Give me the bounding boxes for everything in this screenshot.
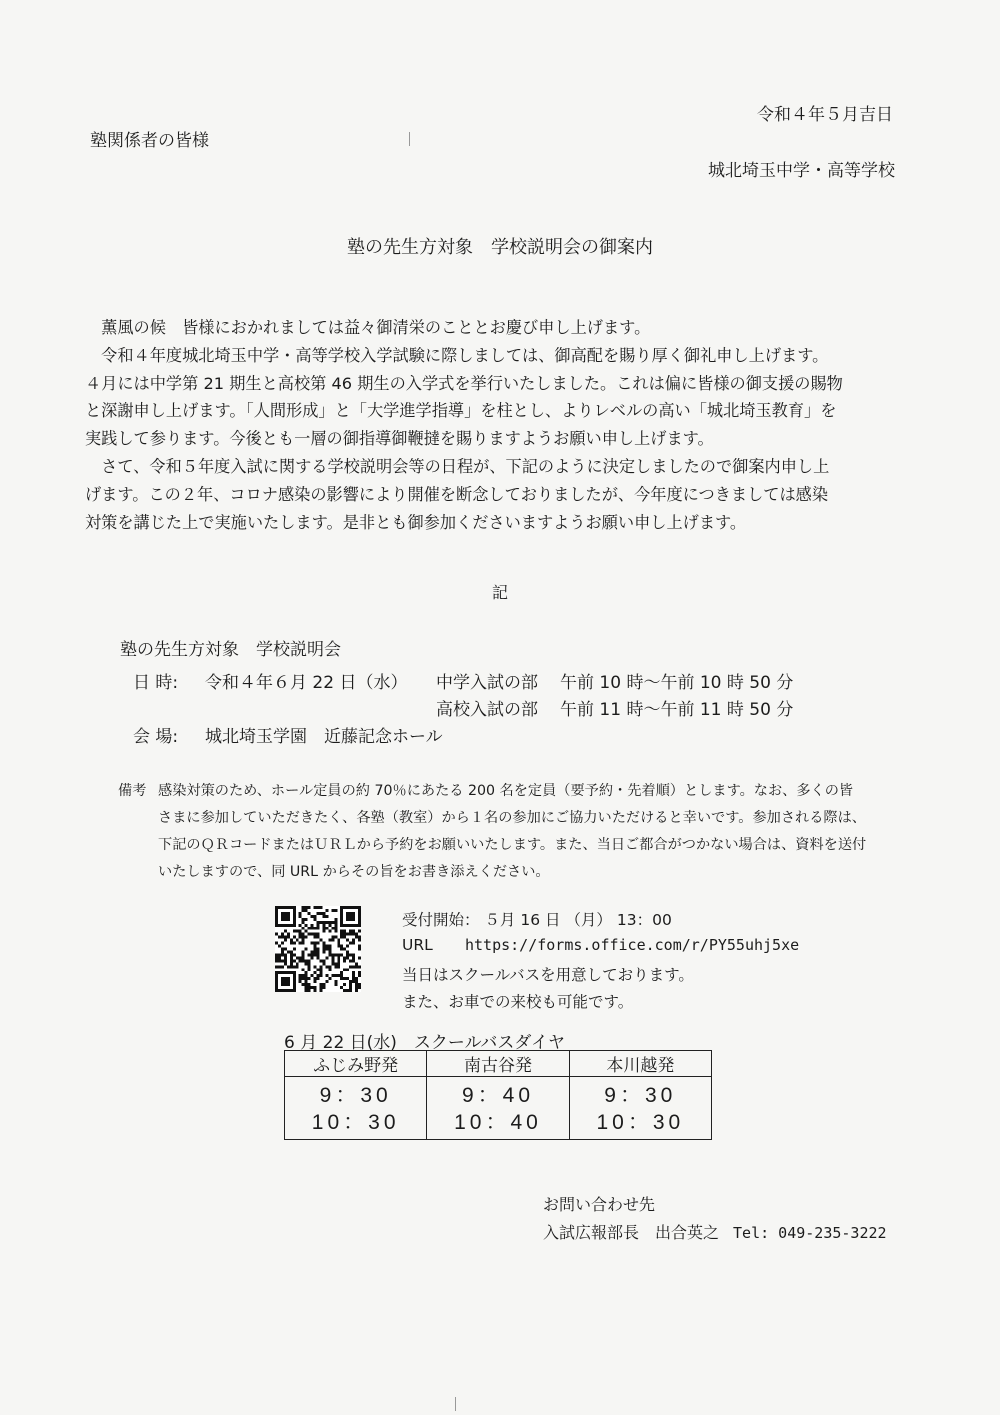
session-time: 午前 11 時～午前 11 時 50 分 xyxy=(560,700,794,720)
event-date: 令和４年６月 22 日（水） xyxy=(205,673,408,693)
scan-mark xyxy=(455,1397,456,1411)
scan-mark xyxy=(409,132,410,146)
addressee: 塾関係者の皆様 xyxy=(90,131,209,151)
column-header: 本川越発 xyxy=(569,1051,711,1077)
session-name: 中学入試の部 xyxy=(436,673,538,693)
column-header: ふじみ野発 xyxy=(285,1051,427,1077)
session-time: 午前 10 時～午前 10 時 50 分 xyxy=(560,673,794,693)
remarks xyxy=(118,778,918,886)
venue-label: 会 場: xyxy=(133,727,179,747)
table-cell: 9：40 xyxy=(427,1077,569,1110)
venue: 城北埼玉学園 近藤記念ホール xyxy=(205,727,443,747)
qr-code-icon[interactable] xyxy=(275,906,361,992)
bus-schedule-table xyxy=(284,1050,712,1140)
bus-note: 当日はスクールバスを用意しております。 xyxy=(402,966,694,984)
body-line: 令和４年度城北埼玉中学・高等学校入学試験に際しましては、御高配を賜り厚く御礼申し上げます。 xyxy=(85,345,829,365)
registration-start: 受付開始： ５月 16 日 （月） 13：00 xyxy=(402,911,672,929)
bus-schedule-title: 6 月 22 日(水) スクールバスダイヤ xyxy=(284,1033,566,1053)
table-header-row xyxy=(285,1051,712,1077)
remarks-line: 感染対策のため、ホール定員の約 70％にあたる 200 名を定員（要予約・先着順）とします。なお、多くの皆 xyxy=(158,783,854,799)
table-row xyxy=(285,1077,712,1110)
body-line: げます。この２年、コロナ感染の影響により開催を断念しておりましたが、今年度につきましては感染 xyxy=(85,484,829,504)
table-row xyxy=(285,1109,712,1140)
table-cell: 9：30 xyxy=(569,1077,711,1110)
body-line: と深謝申し上げます。「人間形成」と「大学進学指導」を柱とし、よりレベルの高い「城北埼玉教育」を xyxy=(85,401,837,421)
session-name: 高校入試の部 xyxy=(436,700,538,720)
remarks-line: さまに参加していただきたく、各塾（教室）から１名の参加にご協力いただけると幸いです。参加される際は、 xyxy=(158,810,866,826)
remarks-line: いたしますので、同 URL からその旨をお書き添えください。 xyxy=(158,864,550,880)
contact-label: お問い合わせ先 xyxy=(543,1195,656,1214)
contact-info xyxy=(543,1220,887,1243)
table-cell: 10：30 xyxy=(285,1109,427,1140)
ki-heading: 記 xyxy=(491,583,508,602)
issue-date: 令和４年５月吉日 xyxy=(757,105,893,125)
body-line: ４月には中学第 21 期生と高校第 46 期生の入学式を挙行いたしました。これは偏に皆様の御支援の賜物 xyxy=(85,373,843,393)
table-cell: 10：30 xyxy=(569,1109,711,1140)
body-line: 薫風の候 皆様におかれましては益々御清栄のこととお慶び申し上げます。 xyxy=(85,318,651,337)
contact-tel: Tel: 049-235-3222 xyxy=(733,1224,887,1242)
column-header: 南古谷発 xyxy=(427,1051,569,1077)
remarks-label: 備考 xyxy=(118,783,147,799)
registration-url-link[interactable]: https://forms.office.com/r/PY55uhj5xe xyxy=(465,936,800,954)
car-note: また、お車での来校も可能です。 xyxy=(402,993,634,1011)
contact-person: 入試広報部長 出合英之 xyxy=(543,1223,720,1242)
table-cell: 9：30 xyxy=(285,1077,427,1110)
datetime-label: 日 時: xyxy=(133,673,179,693)
body-line: 実践して参ります。今後とも一層の御指導御鞭撻を賜りますようお願い申し上げます。 xyxy=(85,429,714,449)
url-label: URL xyxy=(402,936,433,954)
body-line: 対策を講じた上で実施いたします。是非とも御参加くださいますようお願い申し上げます。 xyxy=(85,512,747,532)
page-title: 塾の先生方対象 学校説明会の御案内 xyxy=(347,237,653,258)
sender-school: 城北埼玉中学・高等学校 xyxy=(708,161,895,181)
remarks-line: 下記のＱＲコードまたはＵＲＬから予約をお願いいたします。また、当日ご都合がつかない場合は、資料を送付 xyxy=(158,837,867,853)
event-title: 塾の先生方対象 学校説明会 xyxy=(120,640,341,660)
body-line: さて、令和５年度入試に関する学校説明会等の日程が、下記のように決定しましたので御案内申し上 xyxy=(85,456,830,476)
body-text xyxy=(85,314,915,536)
table-cell: 10：40 xyxy=(427,1109,569,1140)
